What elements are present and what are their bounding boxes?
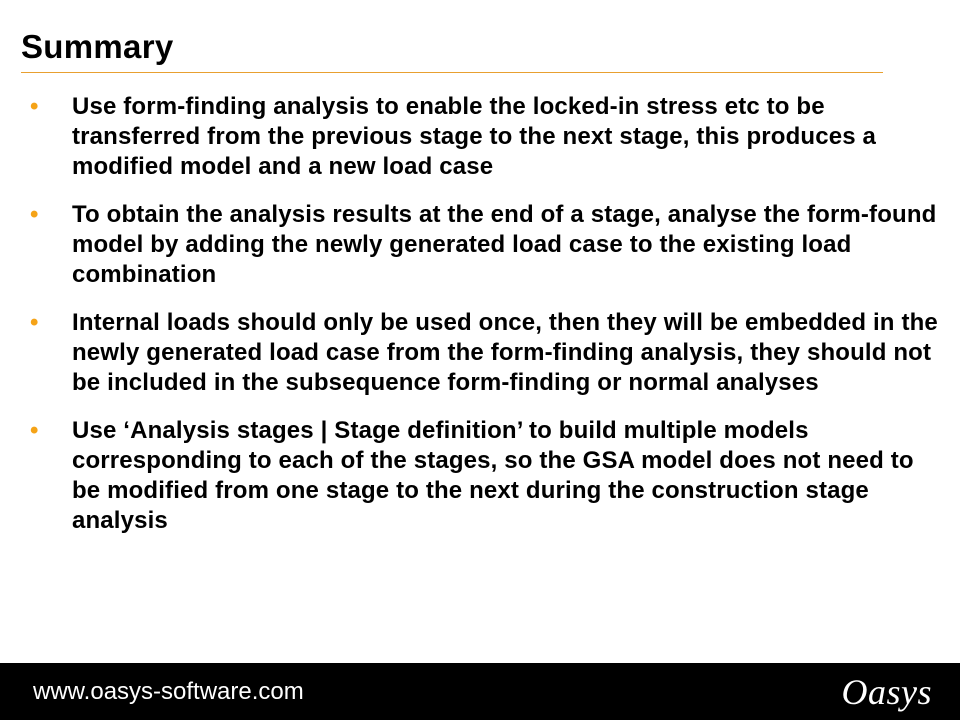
bullet-marker: • xyxy=(30,309,39,336)
bullet-text: To obtain the analysis results at the end of a stage, analyse the form-found model by adding the newly generated load case to the existing load combination xyxy=(72,201,937,288)
bullet-item xyxy=(0,92,960,182)
bullet-text: Use ‘Analysis stages | Stage definition’ to build multiple models corresponding to each of the stages, so the GSA model does not need to be modified from one stage to the next during the construction stage analysis xyxy=(72,417,914,534)
bullet-item xyxy=(0,416,960,536)
footer-bar xyxy=(0,663,960,720)
title-divider xyxy=(21,72,883,73)
bullet-item xyxy=(0,308,960,398)
bullet-list xyxy=(0,92,960,554)
bullet-text: Use form-finding analysis to enable the locked-in stress etc to be transferred from the previous stage to the next stage, this produces a modified model and a new load case xyxy=(72,93,877,180)
bullet-marker: • xyxy=(30,93,39,120)
bullet-marker: • xyxy=(30,201,39,228)
bullet-marker: • xyxy=(30,417,39,444)
bullet-item xyxy=(0,200,960,290)
bullet-text: Internal loads should only be used once, then they will be embedded in the newly generated load case from the form-finding analysis, they should not be included in the subsequence form-finding or normal analyses xyxy=(72,309,938,396)
footer-url-link[interactable]: www.oasys-software.com xyxy=(33,678,304,705)
oasys-logo: Oasys xyxy=(841,672,932,712)
slide-title: Summary xyxy=(21,28,174,65)
